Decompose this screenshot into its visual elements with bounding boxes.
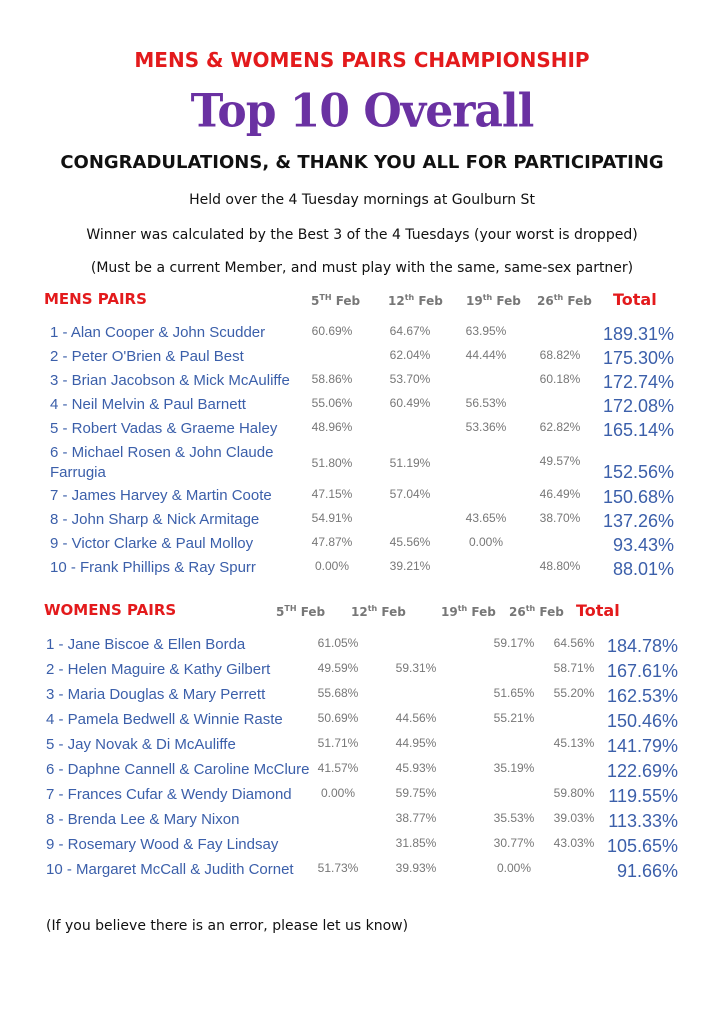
womens-row — [0, 661, 724, 683]
pair-name: 5 - Robert Vadas & Graeme Haley — [50, 420, 278, 437]
mens-row — [0, 511, 724, 533]
score-5feb: 47.15% — [311, 487, 353, 501]
score-12feb: 51.19% — [389, 456, 431, 470]
score-total: 175.30% — [602, 348, 674, 368]
error-notice: (If you believe there is an error, please let us know) — [46, 918, 409, 934]
mens-row — [0, 559, 724, 581]
score-19feb: 59.17% — [493, 636, 535, 650]
womens-row — [0, 861, 724, 883]
womens-col-12feb: 12th Feb — [351, 604, 406, 619]
score-26feb: 58.71% — [553, 661, 595, 675]
score-26feb: 38.70% — [539, 511, 581, 525]
score-26feb: 62.82% — [539, 420, 581, 434]
pair-name: 8 - Brenda Lee & Mary Nixon — [46, 811, 240, 828]
score-12feb: 44.56% — [395, 711, 437, 725]
score-26feb: 60.18% — [539, 372, 581, 386]
score-19feb: 63.95% — [465, 324, 507, 338]
score-total: 137.26% — [602, 511, 674, 531]
pair-name: 9 - Rosemary Wood & Fay Lindsay — [46, 836, 279, 853]
mens-col-5feb: 5TH Feb — [311, 293, 361, 308]
mens-row — [0, 348, 724, 370]
score-total: 150.68% — [602, 487, 674, 507]
score-12feb: 39.93% — [395, 861, 437, 875]
score-total: 162.53% — [606, 686, 678, 706]
score-12feb: 45.56% — [389, 535, 431, 549]
mens-row — [0, 535, 724, 557]
score-5feb: 0.00% — [314, 559, 350, 573]
womens-col-19feb: 19th Feb — [441, 604, 496, 619]
pair-name: 2 - Helen Maguire & Kathy Gilbert — [46, 661, 271, 678]
score-26feb: 68.82% — [539, 348, 581, 362]
score-total: 105.65% — [606, 836, 678, 856]
score-12feb: 59.31% — [395, 661, 437, 675]
pair-name-line1: 6 - Michael Rosen & John Claude — [50, 444, 274, 461]
pair-name: 3 - Maria Douglas & Mary Perrett — [46, 686, 266, 703]
score-12feb: 53.70% — [389, 372, 431, 386]
score-total: 141.79% — [606, 736, 678, 756]
mens-row — [0, 444, 724, 488]
score-26feb: 45.13% — [553, 736, 595, 750]
score-26feb: 59.80% — [553, 786, 595, 800]
pair-name: 8 - John Sharp & Nick Armitage — [50, 511, 260, 528]
score-26feb: 39.03% — [553, 811, 595, 825]
score-12feb: 57.04% — [389, 487, 431, 501]
womens-row — [0, 761, 724, 783]
score-12feb: 60.49% — [389, 396, 431, 410]
score-12feb: 31.85% — [395, 836, 437, 850]
score-total: 113.33% — [608, 811, 678, 831]
score-12feb: 44.95% — [395, 736, 437, 750]
score-5feb: 47.87% — [311, 535, 353, 549]
pair-name: 9 - Victor Clarke & Paul Molloy — [50, 535, 254, 552]
score-5feb: 55.06% — [311, 396, 353, 410]
womens-col-26feb: 26th Feb — [509, 604, 564, 619]
pair-name: 4 - Pamela Bedwell & Winnie Raste — [46, 711, 283, 728]
score-26feb: 55.20% — [553, 686, 595, 700]
mens-row — [0, 324, 724, 346]
pair-name-line2: Farrugia — [50, 464, 106, 481]
score-12feb: 59.75% — [395, 786, 437, 800]
score-12feb: 64.67% — [389, 324, 431, 338]
pair-name: 10 - Frank Phillips & Ray Spurr — [50, 559, 256, 576]
womens-section-title: WOMENS PAIRS — [44, 601, 177, 619]
pair-name: 7 - Frances Cufar & Wendy Diamond — [46, 786, 292, 803]
score-5feb: 0.00% — [320, 786, 356, 800]
pair-name: 7 - James Harvey & Martin Coote — [50, 487, 272, 504]
score-19feb: 53.36% — [465, 420, 507, 434]
score-5feb: 51.73% — [317, 861, 359, 875]
score-19feb: 44.44% — [465, 348, 507, 362]
score-5feb: 55.68% — [317, 686, 359, 700]
score-19feb: 43.65% — [465, 511, 507, 525]
score-19feb: 30.77% — [493, 836, 535, 850]
top-10-heading: Top 10 Overall — [190, 84, 534, 139]
score-26feb: 64.56% — [553, 636, 595, 650]
score-26feb: 48.80% — [539, 559, 581, 573]
score-total: 167.61% — [606, 661, 678, 681]
score-19feb: 0.00% — [496, 861, 532, 875]
pair-name: 10 - Margaret McCall & Judith Cornet — [46, 861, 294, 878]
score-total: 93.43% — [612, 535, 674, 555]
womens-row — [0, 686, 724, 708]
pair-name: 3 - Brian Jacobson & Mick McAuliffe — [50, 372, 290, 389]
score-26feb: 43.03% — [553, 836, 595, 850]
score-total: 150.46% — [606, 711, 678, 731]
mens-section-title: MENS PAIRS — [44, 290, 147, 308]
score-total: 122.69% — [606, 761, 678, 781]
score-12feb: 38.77% — [395, 811, 437, 825]
mens-row — [0, 420, 724, 442]
womens-row — [0, 736, 724, 758]
score-12feb: 45.93% — [395, 761, 437, 775]
score-total: 119.55% — [608, 786, 678, 806]
womens-row — [0, 786, 724, 808]
score-5feb: 54.91% — [311, 511, 353, 525]
score-5feb: 51.80% — [311, 456, 353, 470]
womens-row — [0, 836, 724, 858]
score-total: 172.08% — [602, 396, 674, 416]
mens-row — [0, 487, 724, 509]
pair-name: 1 - Jane Biscoe & Ellen Borda — [46, 636, 246, 653]
mens-row — [0, 396, 724, 418]
score-26feb: 49.57% — [539, 454, 581, 468]
score-19feb: 51.65% — [493, 686, 535, 700]
score-5feb: 48.96% — [311, 420, 353, 434]
womens-row — [0, 811, 724, 833]
score-12feb: 62.04% — [389, 348, 431, 362]
info-line-scoring: Winner was calculated by the Best 3 of the 4 Tuesdays (your worst is dropped) — [86, 227, 638, 243]
womens-row — [0, 711, 724, 733]
mens-col-19feb: 19th Feb — [466, 293, 521, 308]
womens-row — [0, 636, 724, 658]
score-5feb: 49.59% — [317, 661, 359, 675]
score-total: 91.66% — [616, 861, 678, 881]
score-total: 88.01% — [612, 559, 674, 579]
score-total: 184.78% — [606, 636, 678, 656]
pair-name: 5 - Jay Novak & Di McAuliffe — [46, 736, 236, 753]
score-5feb: 61.05% — [317, 636, 359, 650]
info-line-eligibility: (Must be a current Member, and must play with the same, same-sex partner) — [90, 260, 634, 276]
pair-name: 1 - Alan Cooper & John Scudder — [50, 324, 266, 341]
score-19feb: 55.21% — [493, 711, 535, 725]
championship-title: MENS & WOMENS PAIRS CHAMPIONSHIP — [134, 48, 590, 72]
score-total: 189.31% — [602, 324, 674, 344]
score-26feb: 46.49% — [539, 487, 581, 501]
score-19feb: 35.19% — [493, 761, 535, 775]
mens-row — [0, 372, 724, 394]
pair-name: 4 - Neil Melvin & Paul Barnett — [50, 396, 246, 413]
score-5feb: 58.86% — [311, 372, 353, 386]
score-total: 152.56% — [602, 462, 674, 482]
mens-col-26feb: 26th Feb — [537, 293, 592, 308]
mens-col-12feb: 12th Feb — [388, 293, 443, 308]
info-line-venue: Held over the 4 Tuesday mornings at Goulburn St — [189, 192, 535, 208]
score-total: 172.74% — [602, 372, 674, 392]
score-19feb: 56.53% — [465, 396, 507, 410]
womens-col-5feb: 5TH Feb — [276, 604, 326, 619]
pair-name: 6 - Daphne Cannell & Caroline McClure — [46, 761, 310, 778]
score-5feb: 60.69% — [311, 324, 353, 338]
score-19feb: 0.00% — [468, 535, 504, 549]
score-19feb: 35.53% — [493, 811, 535, 825]
score-5feb: 50.69% — [317, 711, 359, 725]
thanks-banner: CONGRADULATIONS, & THANK YOU ALL FOR PARTICIPATING — [60, 152, 664, 173]
score-5feb: 41.57% — [317, 761, 359, 775]
score-total: 165.14% — [602, 420, 674, 440]
mens-col-total: Total — [613, 290, 657, 309]
score-5feb: 51.71% — [317, 736, 359, 750]
pair-name: 2 - Peter O'Brien & Paul Best — [50, 348, 244, 365]
womens-col-total: Total — [576, 601, 620, 620]
score-12feb: 39.21% — [389, 559, 431, 573]
